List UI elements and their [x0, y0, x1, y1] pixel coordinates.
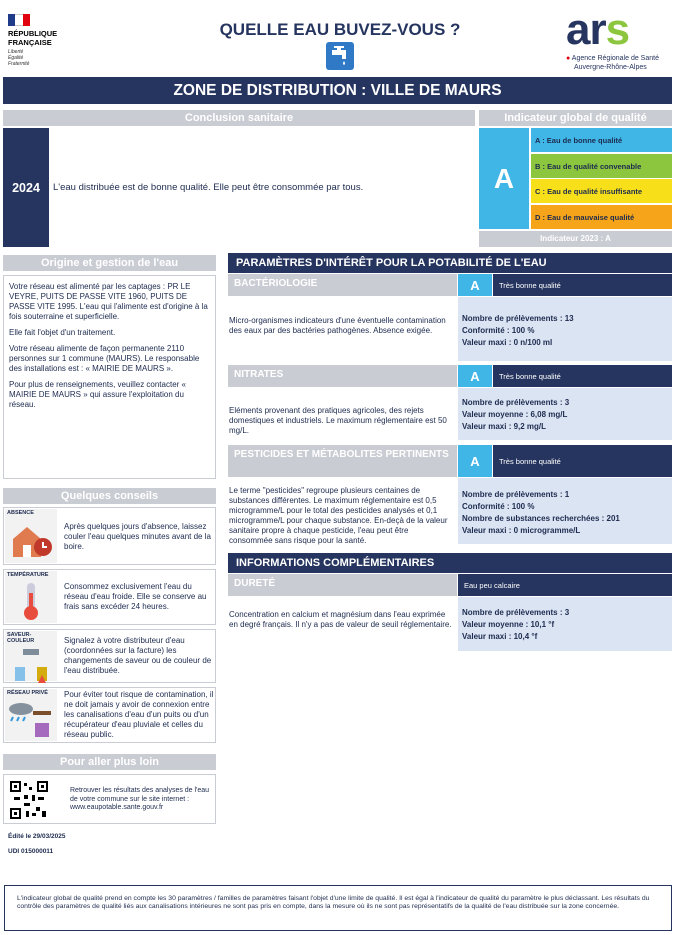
further-text: Retrouver les résultats des analyses de l'eau de votre commune sur le site internet : www.eaupotable.sante.gouv.fr	[70, 787, 210, 811]
param-title-label: PESTICIDES ET MÉTABOLITES PERTINENTS	[234, 449, 449, 460]
param-quality	[493, 445, 672, 477]
advice-icon-label: RÉSEAU PRIVÉ	[7, 690, 48, 696]
origin-box	[3, 275, 216, 479]
param-grade	[458, 445, 492, 477]
complement-header-label: INFORMATIONS COMPLÉMENTAIRES	[236, 557, 435, 569]
origin-p1: Votre réseau est alimenté par les captages : PR LE VEYRE, PUITS DE PASSE VITE 1960, PUITS DE PASSE VITE 1995. L'eau qui l'alimente est d'origine à la fois souterraine et superficielle.	[9, 282, 208, 321]
ars-line2: Auvergne-Rhône-Alpes	[574, 64, 647, 71]
thermometer-icon	[5, 571, 57, 623]
further-header: Pour aller plus loin	[3, 754, 216, 770]
param-stat: Nombre de prélèvements : 1	[462, 490, 570, 499]
complement-stat: Valeur maxi : 10,4 °f	[462, 632, 538, 641]
advice-icon-label: TEMPÉRATURE	[7, 572, 49, 578]
advice-icon-label: SAVEUR-COULEUR	[7, 632, 35, 644]
complement-stat: Nombre de prélèvements : 3	[462, 608, 570, 617]
indicator-item-b	[531, 154, 672, 178]
param-stat: Nombre de substances recherchées : 201	[462, 514, 620, 523]
indicator-previous: Indicateur 2023 : A	[479, 231, 672, 247]
advice-item	[3, 629, 216, 683]
param-stat: Nombre de prélèvements : 3	[462, 398, 570, 407]
marianne-icon	[8, 14, 30, 26]
indicator-header: Indicateur global de qualité	[479, 110, 672, 126]
further-box	[3, 774, 216, 824]
indicator-item-d	[531, 205, 672, 229]
param-quality	[493, 365, 672, 387]
ars-line1: Agence Régionale de Santé	[571, 55, 659, 62]
advice-text: Après quelques jours d'absence, laissez couler l'eau quelques minutes avant de la boire.	[64, 522, 211, 551]
origin-header: Origine et gestion de l'eau	[3, 255, 216, 271]
page-title: QUELLE EAU BUVEZ-VOUS ?	[219, 20, 461, 39]
indicator-item-label: A : Eau de bonne qualité	[535, 135, 623, 145]
param-grade-label: A	[470, 277, 480, 293]
indicator-item-label: B : Eau de qualité convenable	[535, 161, 642, 171]
complement-desc: Concentration en calcium et magnésium dans l'eau exprimée en degré français. Il n'y a pas de valeur de seuil réglementaire.	[229, 610, 452, 629]
params-header	[228, 253, 672, 273]
advice-header: Quelques conseils	[3, 488, 216, 504]
edit-date: Édité le 29/03/2025	[8, 833, 66, 840]
faucet-icon	[326, 42, 354, 70]
qr-code-icon[interactable]	[10, 781, 48, 819]
conclusion-text	[53, 128, 473, 247]
motto2: Égalité	[8, 55, 24, 61]
param-desc: Le terme "pesticides" regroupe plusieurs centaines de substances différentes. Le maximum réglementaire est 0,5 microgramme/L pour le total des pesticides analysés et 0,1 microgramme/L pour chaque substance. En-deçà de la valeur sanitaire propre à chaque pesticide, l'eau peut être consommée sans risque pour la santé.	[229, 486, 448, 545]
param-grade	[458, 274, 492, 296]
param-stat: Valeur moyenne : 6,08 mg/L	[462, 410, 568, 419]
param-grade	[458, 365, 492, 387]
complement-stat: Valeur moyenne : 10,1 °f	[462, 620, 555, 629]
motto3: Fraternité	[8, 61, 30, 67]
indicator-grade-label: A	[493, 162, 515, 194]
republic-line2: FRANÇAISE	[8, 38, 52, 47]
param-quality-label: Très bonne qualité	[499, 371, 561, 381]
param-quality-label: Très bonne qualité	[499, 456, 561, 466]
udi-code: UDI 015000011	[8, 848, 54, 855]
param-stat: Conformité : 100 %	[462, 502, 535, 511]
complement-header	[228, 553, 672, 573]
param-desc: Eléments provenant des pratiques agricoles, des rejets domestiques et industriels. Le maximum réglementaire est 50 mg/L.	[229, 406, 447, 435]
footer-text: L'indicateur global de qualité prend en compte les 30 paramètres / familles de paramètres faisant l'objet d'une limite de qualité. Il est égal à l'indicateur de qualité du paramètre le plus déclassant. Les résultats du contrôle des paramètres de qualité liés aux canalisations intérieures ne sont pas pris en compte, dans la mesure où ils ne sont pas représentatifs de la qualité de l'eau distribuée sur la zone concernée.	[17, 895, 650, 910]
param-title	[228, 274, 457, 296]
indicator-item-label: C : Eau de qualité insuffisante	[535, 186, 643, 196]
param-quality-label: Très bonne qualité	[499, 280, 561, 290]
ars-logo: ars ● Agence Régionale de Santé Auvergne-Rhône-Alpes	[566, 10, 670, 74]
param-stat: Conformité : 100 %	[462, 326, 535, 335]
param-stat: Valeur maxi : 0 microgramme/L	[462, 526, 581, 535]
param-stat: Nombre de prélèvements : 13	[462, 314, 574, 323]
param-title-label: BACTÉRIOLOGIE	[234, 278, 318, 289]
advice-text: Pour éviter tout risque de contamination, il ne doit jamais y avoir de connexion entre les canalisations d'eau d'un puits ou d'un récupérateur d'eau pluviale et celles du réseau public.	[64, 690, 214, 739]
indicator-item-label: D : Eau de mauvaise qualité	[535, 212, 635, 222]
indicator-item-c	[531, 179, 672, 203]
indicator-item-a	[531, 128, 672, 152]
advice-text: Consommez exclusivement l'eau du réseau d'eau froide. Elle se conserve au frais sans excéder 24 heures.	[64, 582, 207, 611]
faucet-glass-icon	[5, 631, 57, 681]
origin-p3: Votre réseau alimente de façon permanente 2110 personnes sur 1 commune (MAURS). Le responsable des installations est : « MAIRIE DE MAURS ».	[9, 344, 200, 373]
advice-text: Signalez à votre distributeur d'eau (coordonnées sur la facture) les changements de saveur ou de couleur de l'eau distribuée.	[64, 636, 212, 675]
zone-title-bar	[3, 77, 672, 104]
complement-title-label: DURETÉ	[234, 578, 276, 589]
params-header-label: PARAMÈTRES D'INTÉRÊT POUR LA POTABILITÉ DE L'EAU	[236, 257, 547, 269]
advice-item	[3, 507, 216, 565]
absence-icon	[5, 509, 57, 563]
year-label: 2024	[12, 180, 40, 195]
advice-item	[3, 569, 216, 625]
param-grade-label: A	[470, 453, 480, 469]
complement-quality-label: Eau peu calcaire	[464, 580, 520, 590]
well-icon	[5, 689, 57, 741]
advice-item	[3, 687, 216, 743]
origin-p2: Elle fait l'objet d'un traitement.	[9, 328, 116, 337]
complement-quality	[458, 574, 672, 596]
complement-title	[228, 574, 457, 596]
param-title	[228, 365, 457, 387]
conclusion-year	[3, 128, 49, 247]
param-quality	[493, 274, 672, 296]
republic-line1: RÉPUBLIQUE	[8, 29, 58, 38]
motto1: Liberté	[8, 49, 24, 55]
conclusion-header: Conclusion sanitaire	[3, 110, 475, 126]
param-stat: Valeur maxi : 0 n/100 ml	[462, 338, 553, 347]
param-title-label: NITRATES	[234, 369, 284, 380]
advice-icon-label: ABSENCE	[7, 510, 34, 516]
zone-title: ZONE DE DISTRIBUTION : VILLE DE MAURS	[173, 81, 502, 99]
param-title	[228, 445, 457, 477]
republique-logo	[8, 14, 68, 70]
param-stat: Valeur maxi : 9,2 mg/L	[462, 422, 547, 431]
footer-note	[4, 885, 672, 931]
indicator-grade	[479, 128, 529, 229]
param-grade-label: A	[470, 368, 480, 384]
conclusion-text-label: L'eau distribuée est de bonne qualité. Elle peut être consommée par tous.	[53, 182, 364, 193]
param-desc: Micro-organismes indicateurs d'une éventuelle contamination des eaux par des bactéries pathogènes. Absence exigée.	[229, 316, 446, 335]
origin-p4: Pour plus de renseignements, veuillez contacter « MAIRIE DE MAURS » qui assure l'exploitation du réseau.	[9, 380, 186, 409]
